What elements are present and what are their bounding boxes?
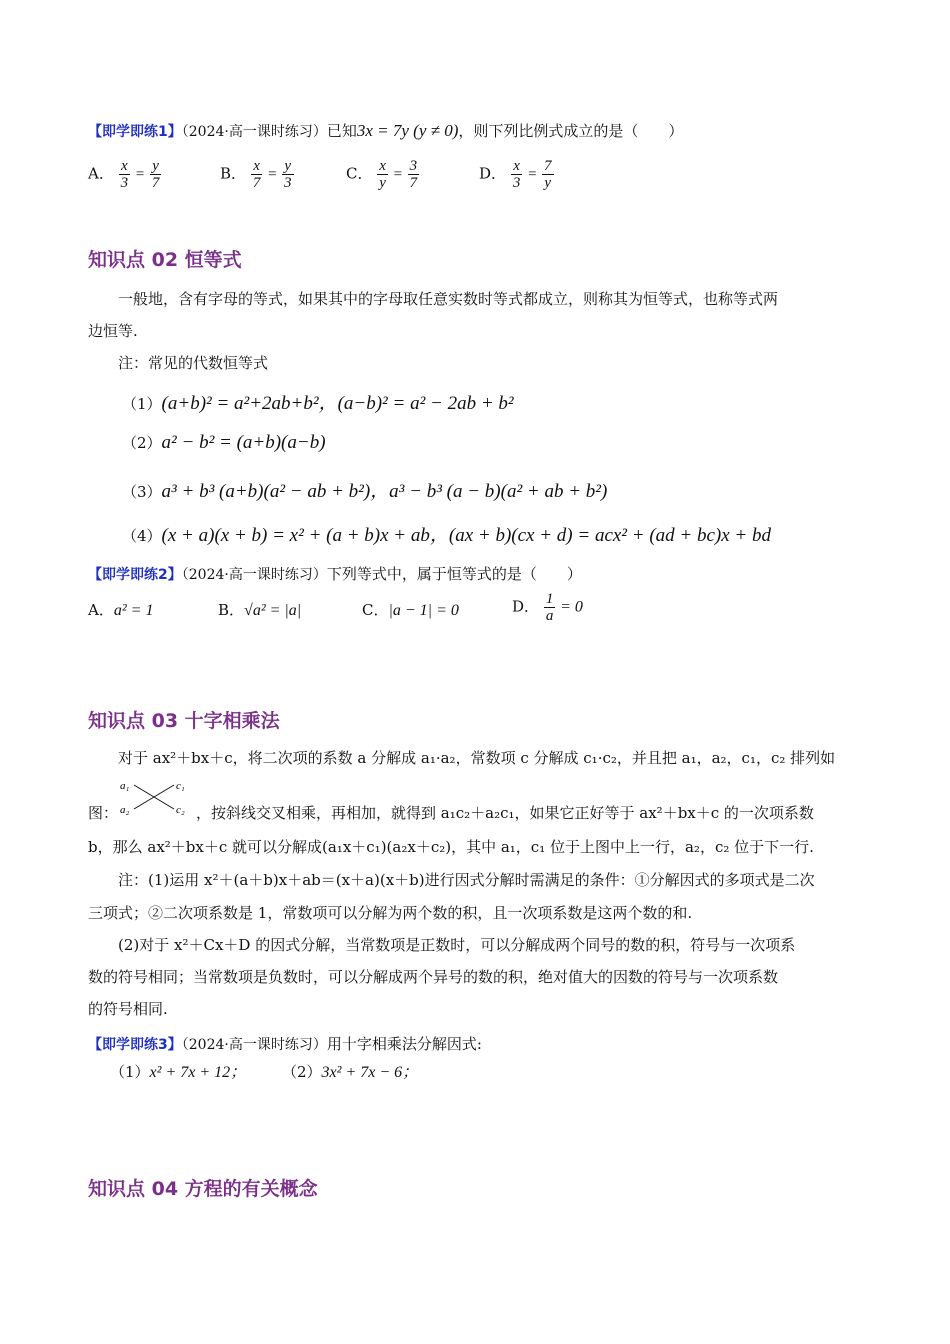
fraction: $\frac{7}{y}$ (544, 158, 552, 191)
example3-part-1: （1）x² + 7x + 12； (110, 1063, 247, 1081)
example3-stem (88, 1033, 482, 1054)
example-source: （2024·高一课时练习） (181, 567, 327, 583)
note: 注：常见的代数恒等式 (118, 354, 269, 372)
section-paragraph: 对于 ax²＋bx＋c，将二次项的系数 a 分解成 a₁·a₂，常数项 c 分解成 c₁·c₂，并且把 a₁，a₂，c₁，c₂ 排列如 (118, 749, 836, 767)
example2-stem (88, 563, 582, 584)
option-letter: D． (479, 164, 507, 183)
identity-3: （3）a³ + b³ (a+b)(a² − ab + b²)，a³ − b³ (a − b)(a² + ab + b²) (122, 481, 608, 502)
option-letter: B． (220, 164, 247, 183)
option-letter: C． (346, 164, 373, 183)
option-c: C．|a − 1| = 0 (362, 601, 459, 619)
fraction: $\frac{3}{7}$ (409, 158, 418, 191)
example-label: 【即学即练1】 (88, 124, 182, 140)
section-title: 知识点 03 十字相乘法 (88, 710, 280, 732)
identity-4: （4）(x + a)(x + b) = x² + (a + b)x + ab，(ax + b)(cx + d) = acx² + (ad + bc)x + bd (122, 525, 771, 546)
option-a: A． $\frac{x}{3}$ = $\frac{y}{7}$ (88, 158, 160, 191)
option-d: D． $\frac{x}{3}$ = $\frac{7}{y}$ (479, 158, 552, 191)
example-stem-suffix: ，则下列比例式成立的是（ ） (458, 122, 684, 140)
option-b: B．√a² = |a| (218, 601, 302, 619)
fraction: $\frac{y}{7}$ (151, 158, 160, 191)
section-paragraph-cont: 边恒等. (88, 322, 138, 340)
example-label: 【即学即练3】 (88, 1037, 182, 1053)
example-source: （2024·高一课时练习） (181, 124, 327, 140)
fraction: $\frac{1}{a}$ (545, 591, 554, 624)
example-stem: 用十字相乘法分解因式: (326, 1035, 482, 1053)
option-d: D． $\frac{1}{a}$ = 0 (512, 591, 583, 624)
diagram-a1: a₁ (120, 780, 130, 792)
fraction: $\frac{x}{y}$ (379, 158, 386, 191)
identity-1: （1）(a+b)² = a²+2ab+b²，(a−b)² = a² − 2ab + b² (122, 393, 514, 414)
option-letter: A． (88, 164, 114, 183)
example3-part-2: （2）3x² + 7x − 6； (282, 1063, 419, 1081)
example-condition: 3x = 7y (y ≠ 0) (356, 121, 459, 140)
section-title: 知识点 04 方程的有关概念 (88, 1178, 318, 1200)
example-label: 【即学即练2】 (88, 567, 182, 583)
example-stem-prefix: 已知 (326, 122, 357, 140)
note-cont: 的符号相同. (88, 1000, 168, 1018)
example1-stem (88, 120, 683, 141)
diagram-c2: c₂ (176, 804, 185, 816)
diagram-prefix: 图： (88, 804, 119, 822)
cross-multiplication-diagram (118, 775, 190, 819)
option-b: B． $\frac{x}{7}$ = $\frac{y}{3}$ (220, 158, 292, 191)
diagram-a2: a₂ (120, 804, 130, 816)
example-source: （2024·高一课时练习） (181, 1037, 327, 1053)
section-paragraph: 一般地，含有字母的等式，如果其中的字母取任意实数时等式都成立，则称其为恒等式，也称等式两 (118, 290, 779, 308)
note: (2)对于 x²＋Cx＋D 的因式分解，当常数项是正数时，可以分解成两个同号的数的积，符号与一次项系 (118, 936, 796, 954)
section-paragraph: b，那么 ax²＋bx＋c 就可以分解成(a₁x＋c₁)(a₂x＋c₂)，其中 a₁，c₁ 位于上图中上一行，a₂，c₂ 位于下一行. (88, 838, 814, 856)
fraction: $\frac{x}{7}$ (252, 158, 261, 191)
note-cont: 数的符号相同；当常数项是负数时，可以分解成两个异号的数的积，绝对值大的因数的符号与一次项系数 (88, 968, 779, 986)
section-title: 知识点 02 恒等式 (88, 249, 242, 271)
fraction: $\frac{y}{3}$ (284, 158, 292, 191)
diagram-c1: c₁ (176, 780, 185, 792)
fraction: $\frac{x}{3}$ (120, 158, 129, 191)
note-cont: 三项式；②二次项系数是 1，常数项可以分解为两个数的积，且一次项系数是这两个数的和. (88, 904, 693, 922)
example-stem: 下列等式中，属于恒等式的是（ ） (326, 565, 582, 583)
option-c: C． $\frac{x}{y}$ = $\frac{3}{7}$ (346, 158, 418, 191)
section-paragraph: ，按斜线交叉相乘，再相加，就得到 a₁c₂＋a₂c₁，如果它正好等于 ax²＋bx＋c 的一次项系数 (196, 804, 814, 822)
option-a: A．a² = 1 (88, 601, 154, 619)
identity-2: （2）a² − b² = (a+b)(a−b) (122, 432, 326, 453)
fraction: $\frac{x}{3}$ (512, 158, 521, 191)
note: 注：(1)运用 x²＋(a＋b)x＋ab＝(x＋a)(x＋b)进行因式分解时需满足的条件：①分解因式的多项式是二次 (118, 871, 815, 889)
